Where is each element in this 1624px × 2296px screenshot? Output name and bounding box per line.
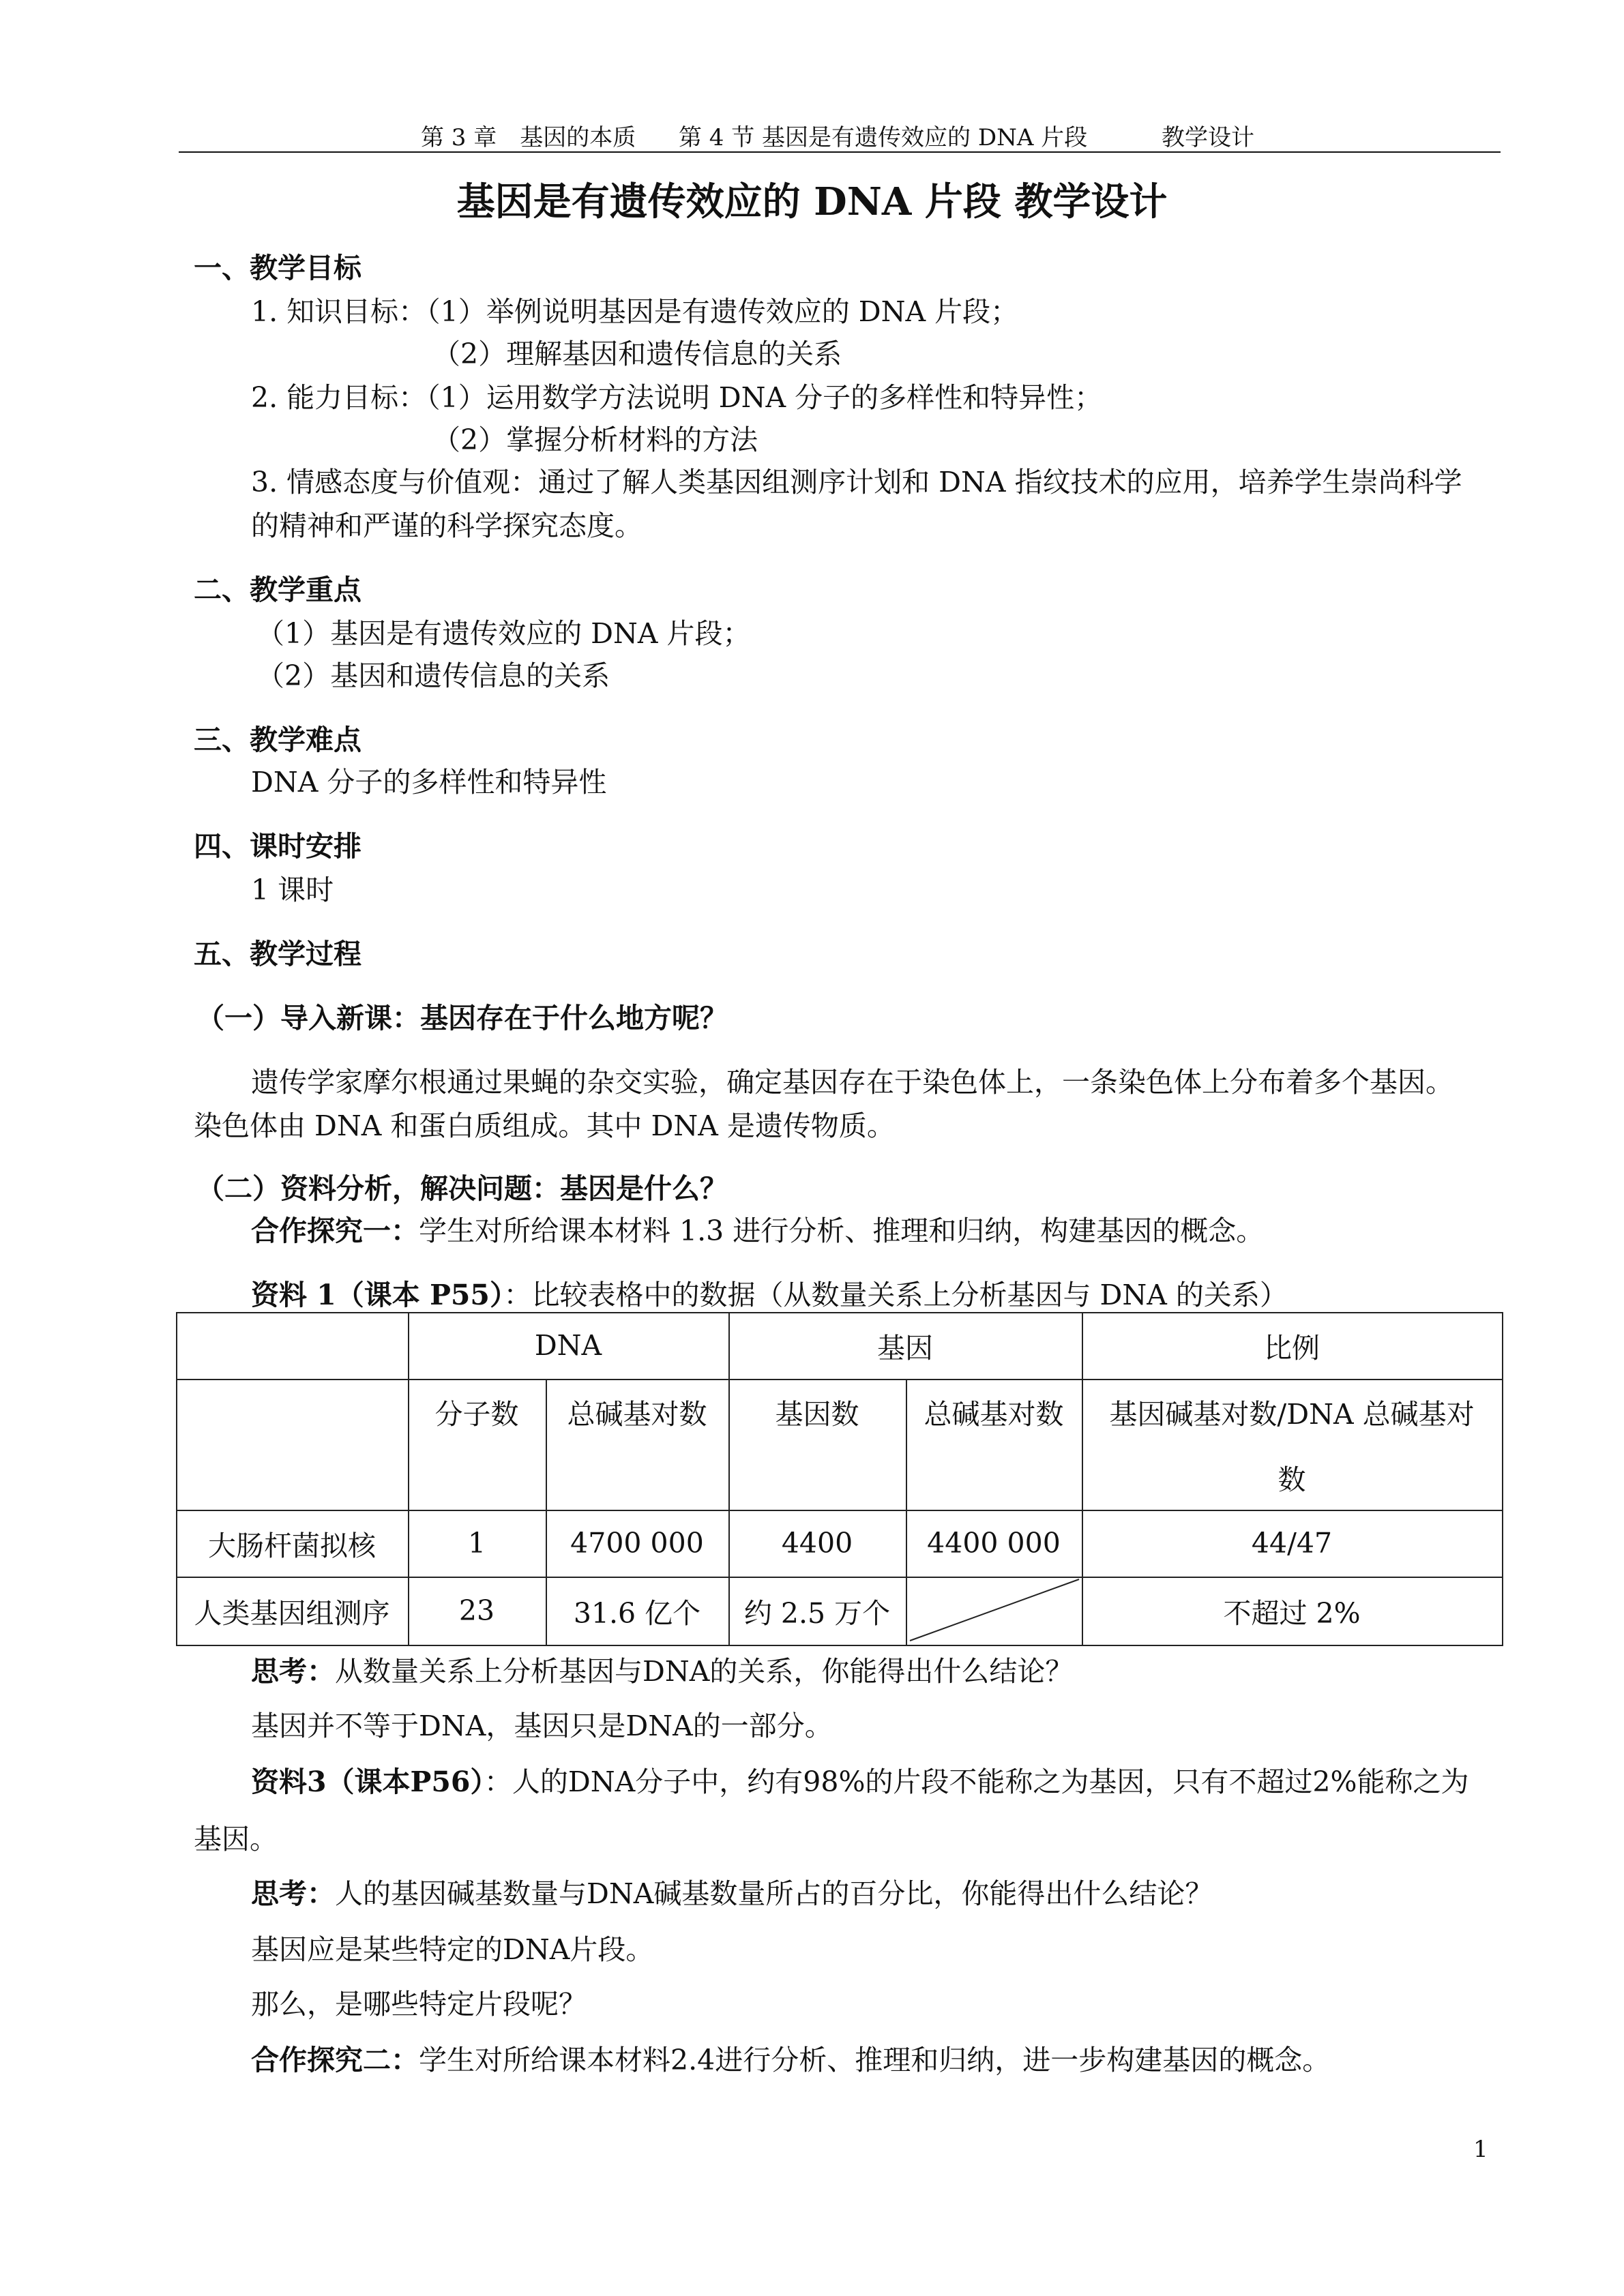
table-cell-row2-dna-bp: 31.6 亿个	[573, 1596, 701, 1630]
table-subheader-dna-bp: 总碱基对数	[567, 1397, 707, 1431]
section-process-heading: 五、教学过程	[194, 938, 361, 970]
table-subheader-gene-bp: 总碱基对数	[924, 1397, 1064, 1431]
coop-1	[251, 1208, 1264, 1249]
section-objectives-heading: 一、教学目标	[194, 252, 361, 284]
coop-1-text: 学生对所给课本材料 1.3 进行分析、推理和归纳，构建基因的概念。	[419, 1214, 1265, 1247]
data-table	[176, 1312, 1503, 1646]
ability-goal-1: 2. 能力目标：（1）运用数学方法说明 DNA 分子的多样性和特异性；	[251, 381, 1103, 414]
think-2-label: 思考：	[251, 1877, 335, 1910]
table-cell-row1-molecules: 1	[467, 1527, 486, 1560]
table-group-header-gene: 基因	[877, 1331, 933, 1365]
material-3-text: ：人的DNA分子中，约有98%的片段不能称之为基因，只有不超过2%能称之为	[484, 1765, 1469, 1798]
ability-goal-2: （2）掌握分析材料的方法	[432, 423, 758, 456]
material-1-label: 资料 1（课本 P55）	[251, 1279, 504, 1311]
table-group-header-dna: DNA	[534, 1329, 602, 1362]
section-schedule-heading: 四、课时安排	[194, 830, 361, 863]
table-subheader-gene-count: 基因数	[775, 1397, 859, 1431]
table-group-header-ratio: 比例	[1264, 1331, 1320, 1365]
table-cell-row2-ratio: 不超过 2%	[1223, 1596, 1361, 1630]
coop-1-label: 合作探究一：	[251, 1214, 419, 1247]
table-cell-row2-name: 人类基因组测序	[194, 1596, 390, 1630]
think-2-text: 人的基因碱基数量与DNA碱基数量所占的百分比，你能得出什么结论？	[335, 1877, 1213, 1910]
question: 那么，是哪些特定片段呢？	[251, 1988, 587, 2021]
answer-2: 基因应是某些特定的DNA片段。	[251, 1933, 654, 1966]
table-cell-row1-name: 大肠杆菌拟核	[208, 1529, 376, 1562]
schedule-text: 1 课时	[251, 874, 334, 906]
table-hline	[176, 1645, 1503, 1646]
table-subheader-ratio-line2: 数	[1278, 1463, 1306, 1496]
page-title: 基因是有遗传效应的 DNA 片段 教学设计	[456, 179, 1168, 224]
material-3-continued: 基因。	[194, 1823, 278, 1855]
process-sub-2: （二）资料分析，解决问题：基因是什么？	[196, 1172, 728, 1205]
table-cell-row1-gene-bp: 4400 000	[927, 1527, 1061, 1560]
table-subheader-molecules: 分子数	[434, 1397, 519, 1431]
table-subheader-ratio-line1: 基因碱基对数/DNA 总碱基对	[1109, 1397, 1475, 1431]
think-2	[251, 1871, 1213, 1911]
keypoint-2: （2）基因和遗传信息的关系	[256, 659, 610, 692]
table-cell-row1-ratio: 44/47	[1251, 1527, 1333, 1560]
header-rule	[179, 151, 1501, 153]
intro-line1: 遗传学家摩尔根通过果蝇的杂交实验，确定基因存在于染色体上，一条染色体上分布着多个基因。	[251, 1066, 1453, 1099]
intro-line2: 染色体由 DNA 和蛋白质组成。其中 DNA 是遗传物质。	[194, 1109, 895, 1142]
emotion-goal-line2: 的精神和严谨的科学探究态度。	[251, 509, 643, 542]
table-cell-row1-dna-bp: 4700 000	[570, 1527, 704, 1560]
table-diagonal-line	[906, 1577, 1082, 1645]
page-number: 1	[1473, 2136, 1488, 2163]
material-1-text: ：比较表格中的数据（从数量关系上分析基因与 DNA 的关系）	[503, 1279, 1288, 1311]
think-1-label: 思考：	[251, 1655, 335, 1688]
header-chapter: 第 3 章 基因的本质	[421, 124, 636, 151]
material-3-label: 资料3（课本P56）	[251, 1765, 484, 1798]
coop-2-text: 学生对所给课本材料2.4进行分析、推理和归纳，进一步构建基因的概念。	[419, 2044, 1331, 2076]
header-doc-type: 教学设计	[1162, 124, 1254, 151]
coop-2	[251, 2038, 1330, 2078]
material-1	[251, 1272, 1288, 1313]
header-section: 第 4 节 基因是有遗传效应的 DNA 片段	[679, 124, 1088, 151]
coop-2-label: 合作探究二：	[251, 2044, 419, 2076]
knowledge-goal-2: （2）理解基因和遗传信息的关系	[432, 338, 842, 370]
process-sub-1: （一）导入新课：基因存在于什么地方呢？	[196, 1002, 728, 1034]
answer-1: 基因并不等于DNA，基因只是DNA的一部分。	[251, 1710, 833, 1742]
material-3	[251, 1759, 1468, 1800]
emotion-goal-line1: 3. 情感态度与价值观：通过了解人类基因组测序计划和 DNA 指纹技术的应用，培养学生崇尚科学	[251, 466, 1462, 498]
knowledge-goal-1: 1. 知识目标：（1）举例说明基因是有遗传效应的 DNA 片段；	[251, 295, 1019, 328]
difficulty-text: DNA 分子的多样性和特异性	[251, 766, 607, 799]
think-1	[251, 1649, 1073, 1689]
think-1-text: 从数量关系上分析基因与DNA的关系，你能得出什么结论？	[335, 1655, 1074, 1688]
section-difficulty-heading: 三、教学难点	[194, 724, 361, 756]
table-cell-row2-molecules: 23	[458, 1594, 495, 1627]
keypoint-1: （1）基因是有遗传效应的 DNA 片段；	[256, 617, 751, 650]
table-cell-row1-gene-count: 4400	[781, 1527, 853, 1560]
section-keypoints-heading: 二、教学重点	[194, 573, 361, 606]
table-cell-row2-gene-count: 约 2.5 万个	[743, 1596, 891, 1630]
table-vline	[1502, 1312, 1503, 1646]
